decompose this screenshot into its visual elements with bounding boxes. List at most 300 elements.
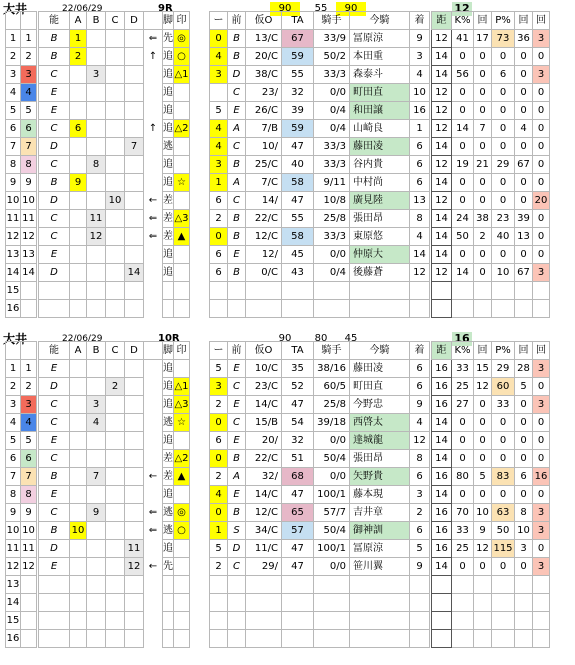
spacer xyxy=(190,540,210,558)
table-row[interactable] xyxy=(6,264,550,282)
kai-3-cell: 0 xyxy=(533,228,550,246)
k-pct-cell: 25 xyxy=(452,540,474,558)
kai-cell: 2 xyxy=(474,228,492,246)
table-row[interactable] xyxy=(6,540,550,558)
column-header-kai-2: 回 xyxy=(515,342,533,360)
k-pct-cell xyxy=(452,630,474,648)
kyori-cell: 14 xyxy=(432,48,452,66)
k-pct-cell: 80 xyxy=(452,468,474,486)
rank-nou-cell xyxy=(39,612,70,630)
kyori-cell: 14 xyxy=(432,414,452,432)
table-row[interactable] xyxy=(6,102,550,120)
rank-nou-cell: C xyxy=(39,228,70,246)
chaku-cell: 2 xyxy=(410,504,430,522)
rank-nou-cell: D xyxy=(39,264,70,282)
col-dash-cell: 2 xyxy=(210,468,228,486)
column-header-row-number xyxy=(6,12,21,30)
row-number-cell: 2 xyxy=(6,378,21,396)
chaku-cell xyxy=(410,594,430,612)
kai-cell xyxy=(474,300,492,318)
chaku-cell: 6 xyxy=(410,378,430,396)
mark-cell: △3 xyxy=(174,210,190,228)
kari-o-cell: 38/C xyxy=(246,66,282,84)
spacer xyxy=(190,210,210,228)
kyaku-cell: 追 xyxy=(163,486,174,504)
table-row[interactable] xyxy=(6,414,550,432)
kishu-cell: 57/7 xyxy=(314,504,350,522)
table-row[interactable] xyxy=(6,504,550,522)
spacer xyxy=(190,360,210,378)
mae-cell xyxy=(228,282,246,300)
jockey-cell: 御神訓 xyxy=(350,522,410,540)
jockey-cell: 達城龍 xyxy=(350,432,410,450)
kari-o-cell: 26/C xyxy=(246,102,282,120)
ta-cell: 55 xyxy=(282,66,314,84)
table-row[interactable] xyxy=(6,138,550,156)
p-pct-cell xyxy=(492,576,515,594)
rank-nou-cell: D xyxy=(39,378,70,396)
chaku-cell: 8 xyxy=(410,450,430,468)
table-row[interactable] xyxy=(6,120,550,138)
k-pct-cell xyxy=(452,612,474,630)
table-row[interactable] xyxy=(6,612,550,630)
kari-o-cell: 14/ xyxy=(246,192,282,210)
gate-number-cell: 8 xyxy=(21,486,37,504)
table-row[interactable] xyxy=(6,282,550,300)
jockey-cell: 和田譲 xyxy=(350,102,410,120)
table-row[interactable] xyxy=(6,576,550,594)
arrow-cell xyxy=(144,396,163,414)
k-pct-cell xyxy=(452,576,474,594)
kyori-cell: 14 xyxy=(432,558,452,576)
kai-cell: 0 xyxy=(474,450,492,468)
jockey-cell: 町田直 xyxy=(350,84,410,102)
ta-cell: 47 xyxy=(282,540,314,558)
column-header-mae: 前 xyxy=(228,342,246,360)
kari-o-cell: 20/ xyxy=(246,432,282,450)
rank-nou-cell xyxy=(39,576,70,594)
kyori-cell: 12 xyxy=(432,102,452,120)
table-row[interactable] xyxy=(6,30,550,48)
kai-2-cell: 0 xyxy=(515,174,533,192)
table-row[interactable] xyxy=(6,450,550,468)
column-header-chaku: 着 xyxy=(410,342,430,360)
mae-cell: C xyxy=(228,414,246,432)
col-d-cell xyxy=(125,228,144,246)
table-row[interactable] xyxy=(6,630,550,648)
kai-cell xyxy=(474,594,492,612)
col-b-cell xyxy=(87,300,106,318)
spacer xyxy=(190,342,210,360)
rank-nou-cell xyxy=(39,300,70,318)
p-pct-cell: 23 xyxy=(492,210,515,228)
mark-cell xyxy=(174,264,190,282)
spacer xyxy=(190,156,210,174)
arrow-cell: ⇐ xyxy=(148,507,158,518)
kyaku-cell: 逃 xyxy=(163,414,174,432)
rank-nou-cell: E xyxy=(39,246,70,264)
table-row[interactable] xyxy=(6,228,550,246)
p-pct-cell: 83 xyxy=(492,468,515,486)
col-b-cell xyxy=(87,138,106,156)
table-row[interactable] xyxy=(6,48,550,66)
gate-number-cell: 5 xyxy=(21,432,37,450)
kyori-cell xyxy=(432,594,452,612)
column-header-chaku: 着 xyxy=(410,12,430,30)
mae-cell: B xyxy=(228,504,246,522)
table-row[interactable] xyxy=(6,66,550,84)
col-dash-cell: 6 xyxy=(210,432,228,450)
chaku-cell xyxy=(410,282,430,300)
column-header-gate-number xyxy=(21,342,37,360)
chaku-cell: 5 xyxy=(410,540,430,558)
kishu-cell: 33/3 xyxy=(314,66,350,84)
mae-cell: A xyxy=(228,174,246,192)
kai-3-cell: 0 xyxy=(533,120,550,138)
col-a-cell xyxy=(70,558,87,576)
rank-nou-cell: E xyxy=(39,360,70,378)
top-figure-3: 45 xyxy=(344,333,358,344)
entries-table xyxy=(5,341,550,648)
spacer xyxy=(190,30,210,48)
kari-o-cell: 32/ xyxy=(246,468,282,486)
kai-3-cell: 0 xyxy=(533,246,550,264)
arrow-cell xyxy=(144,594,163,612)
jockey-cell: 藤田凌 xyxy=(350,138,410,156)
kyaku-cell xyxy=(163,630,174,648)
kishu-cell xyxy=(314,300,350,318)
ta-cell: 47 xyxy=(282,558,314,576)
top-figure-1: 90 xyxy=(270,2,300,16)
kai-3-cell: 0 xyxy=(533,414,550,432)
mae-cell xyxy=(228,300,246,318)
kai-2-cell: 0 xyxy=(515,102,533,120)
col-c-cell xyxy=(106,156,125,174)
p-pct-cell: 33 xyxy=(492,396,515,414)
kyaku-cell: 追 xyxy=(163,378,174,396)
col-dash-cell: 4 xyxy=(210,120,228,138)
col-c-cell xyxy=(106,396,125,414)
col-d-cell xyxy=(125,432,144,450)
jockey-cell xyxy=(350,282,410,300)
column-header-col-d: D xyxy=(125,342,144,360)
table-row[interactable] xyxy=(6,360,550,378)
arrow-cell xyxy=(144,540,163,558)
rank-nou-cell: B xyxy=(39,30,70,48)
table-row[interactable] xyxy=(6,156,550,174)
chaku-cell: 6 xyxy=(410,174,430,192)
row-number-cell: 5 xyxy=(6,102,21,120)
col-a-cell xyxy=(70,450,87,468)
gate-number-cell: 10 xyxy=(21,192,37,210)
spacer xyxy=(190,558,210,576)
arrow-cell xyxy=(144,378,163,396)
p-pct-cell: 0 xyxy=(492,138,515,156)
table-row[interactable] xyxy=(6,174,550,192)
kyori-cell: 14 xyxy=(432,66,452,84)
col-a-cell xyxy=(70,612,87,630)
kai-cell: 12 xyxy=(474,540,492,558)
ta-cell: 59 xyxy=(282,120,314,138)
kai-cell: 0 xyxy=(474,84,492,102)
col-b-cell xyxy=(87,282,106,300)
arrow-cell: ↑ xyxy=(148,123,158,134)
spacer xyxy=(190,84,210,102)
column-header-kishu: 騎手 xyxy=(314,342,350,360)
k-pct-cell: 0 xyxy=(452,48,474,66)
col-a-cell xyxy=(70,540,87,558)
col-d-cell xyxy=(125,210,144,228)
kari-o-cell: 12/C xyxy=(246,228,282,246)
col-dash-cell: 4 xyxy=(210,486,228,504)
rank-nou-cell: B xyxy=(39,48,70,66)
kyaku-cell: 追 xyxy=(163,102,174,120)
k-pct-cell: 41 xyxy=(452,30,474,48)
column-header-p-pct: P% xyxy=(492,342,515,360)
kai-3-cell xyxy=(533,576,550,594)
col-c-cell xyxy=(106,630,125,648)
mae-cell: E xyxy=(228,102,246,120)
kari-o-cell: 15/B xyxy=(246,414,282,432)
kai-2-cell: 28 xyxy=(515,360,533,378)
col-a-cell xyxy=(70,84,87,102)
kai-2-cell: 0 xyxy=(515,138,533,156)
rank-nou-cell xyxy=(39,594,70,612)
chaku-cell: 9 xyxy=(410,558,430,576)
arrow-cell xyxy=(144,156,163,174)
kai-2-cell: 0 xyxy=(515,396,533,414)
kyaku-cell xyxy=(163,612,174,630)
arrow-cell xyxy=(144,138,163,156)
gate-number-cell xyxy=(21,576,37,594)
table-row[interactable] xyxy=(6,558,550,576)
col-dash-cell xyxy=(210,300,228,318)
col-d-cell xyxy=(125,396,144,414)
table-row[interactable] xyxy=(6,210,550,228)
row-number-cell: 1 xyxy=(6,360,21,378)
ta-cell xyxy=(282,300,314,318)
k-pct-cell: 14 xyxy=(452,120,474,138)
kishu-cell: 33/3 xyxy=(314,138,350,156)
col-c-cell xyxy=(106,228,125,246)
ta-cell: 35 xyxy=(282,360,314,378)
kishu-cell: 33/9 xyxy=(314,30,350,48)
kai-cell: 0 xyxy=(474,66,492,84)
kishu-cell: 25/8 xyxy=(314,210,350,228)
kyori-cell: 12 xyxy=(432,264,452,282)
kyori-cell xyxy=(432,630,452,648)
kai-cell: 15 xyxy=(474,360,492,378)
gate-number-cell: 12 xyxy=(21,558,37,576)
gate-number-cell: 4 xyxy=(21,414,37,432)
p-pct-cell: 29 xyxy=(492,156,515,174)
col-c-cell xyxy=(106,174,125,192)
column-header-row-number xyxy=(6,342,21,360)
kai-cell: 12 xyxy=(474,378,492,396)
col-b-cell xyxy=(87,102,106,120)
kai-cell xyxy=(474,612,492,630)
col-d-cell xyxy=(125,66,144,84)
chaku-cell: 16 xyxy=(410,102,430,120)
ta-cell: 39 xyxy=(282,102,314,120)
chaku-cell: 8 xyxy=(410,210,430,228)
col-a-cell: 10 xyxy=(70,522,87,540)
kyaku-cell: 追 xyxy=(163,246,174,264)
column-header-col-a: A xyxy=(70,342,87,360)
col-a-cell xyxy=(70,630,87,648)
mae-cell: D xyxy=(228,540,246,558)
race-date: 22/06/29 xyxy=(62,4,103,14)
col-d-cell: 12 xyxy=(125,558,144,576)
arrow-cell xyxy=(144,360,163,378)
spacer xyxy=(190,120,210,138)
kyaku-cell: 追 xyxy=(163,120,174,138)
mae-cell: B xyxy=(228,228,246,246)
kai-3-cell: 3 xyxy=(533,558,550,576)
row-number-cell: 1 xyxy=(6,30,21,48)
table-row[interactable] xyxy=(6,468,550,486)
col-a-cell xyxy=(70,138,87,156)
kai-2-cell: 0 xyxy=(515,84,533,102)
kyaku-cell: 追 xyxy=(163,84,174,102)
col-d-cell xyxy=(125,450,144,468)
kari-o-cell: 22/C xyxy=(246,210,282,228)
kishu-cell: 60/5 xyxy=(314,378,350,396)
table-row[interactable] xyxy=(6,300,550,318)
arrow-cell xyxy=(144,630,163,648)
col-c-cell xyxy=(106,414,125,432)
kyaku-cell: 追 xyxy=(163,48,174,66)
table-row[interactable] xyxy=(6,192,550,210)
mae-cell xyxy=(228,630,246,648)
kishu-cell: 33/3 xyxy=(314,228,350,246)
ta-cell: 55 xyxy=(282,210,314,228)
kyaku-cell: 差 xyxy=(163,228,174,246)
table-row[interactable] xyxy=(6,378,550,396)
jockey-cell: 谷内貴 xyxy=(350,156,410,174)
table-row[interactable] xyxy=(6,246,550,264)
col-a-cell xyxy=(70,504,87,522)
column-header-ta: TA xyxy=(282,12,314,30)
chaku-cell: 12 xyxy=(410,264,430,282)
k-pct-cell: 33 xyxy=(452,360,474,378)
spacer xyxy=(190,630,210,648)
arrow-cell xyxy=(144,66,163,84)
column-header-col-b: B xyxy=(87,342,106,360)
col-b-cell: 11 xyxy=(87,210,106,228)
gate-number-cell: 11 xyxy=(21,540,37,558)
gate-number-cell xyxy=(21,594,37,612)
kari-o-cell: 34/C xyxy=(246,522,282,540)
column-header-kishu: 騎手 xyxy=(314,12,350,30)
arrow-cell xyxy=(144,414,163,432)
mark-cell xyxy=(174,102,190,120)
kishu-cell: 50/2 xyxy=(314,48,350,66)
p-pct-cell: 0 xyxy=(492,486,515,504)
mark-cell xyxy=(174,540,190,558)
kyaku-cell: 追 xyxy=(163,66,174,84)
col-d-cell xyxy=(125,630,144,648)
col-b-cell xyxy=(87,246,106,264)
kai-2-cell xyxy=(515,576,533,594)
col-dash-cell: 4 xyxy=(210,138,228,156)
rank-nou-cell xyxy=(39,282,70,300)
kyori-cell: 12 xyxy=(432,120,452,138)
spacer xyxy=(190,66,210,84)
col-b-cell xyxy=(87,612,106,630)
table-row[interactable] xyxy=(6,522,550,540)
kyaku-cell: 追 xyxy=(163,432,174,450)
col-c-cell xyxy=(106,300,125,318)
kishu-cell: 100/1 xyxy=(314,486,350,504)
chaku-cell: 10 xyxy=(410,84,430,102)
arrow-cell xyxy=(144,246,163,264)
top-figure-2: 55 xyxy=(314,3,328,14)
table-row[interactable] xyxy=(6,396,550,414)
column-header-mae: 前 xyxy=(228,12,246,30)
entries-table xyxy=(5,11,550,318)
k-pct-cell xyxy=(452,300,474,318)
kai-3-cell: 20 xyxy=(533,192,550,210)
mark-cell xyxy=(174,300,190,318)
col-c-cell xyxy=(106,138,125,156)
col-c-cell xyxy=(106,468,125,486)
col-dash-cell: 6 xyxy=(210,246,228,264)
kari-o-cell xyxy=(246,594,282,612)
arrow-cell: ← xyxy=(148,561,158,572)
kai-cell: 0 xyxy=(474,486,492,504)
row-number-cell: 12 xyxy=(6,228,21,246)
table-row[interactable] xyxy=(6,432,550,450)
k-pct-cell: 0 xyxy=(452,102,474,120)
table-row[interactable] xyxy=(6,486,550,504)
kyaku-cell: 差 xyxy=(163,468,174,486)
table-row[interactable] xyxy=(6,594,550,612)
mae-cell: C xyxy=(228,378,246,396)
column-header-arrow xyxy=(144,12,163,30)
kari-o-cell: 14/C xyxy=(246,486,282,504)
kishu-cell: 10/8 xyxy=(314,192,350,210)
distance-indicator: 16 xyxy=(452,332,472,346)
mark-cell xyxy=(174,612,190,630)
row-number-cell: 9 xyxy=(6,504,21,522)
kai-3-cell: 0 xyxy=(533,138,550,156)
kari-o-cell: 23/ xyxy=(246,84,282,102)
kishu-cell xyxy=(314,630,350,648)
mark-cell xyxy=(174,576,190,594)
kai-2-cell: 0 xyxy=(515,432,533,450)
arrow-cell xyxy=(144,432,163,450)
kari-o-cell: 7/C xyxy=(246,174,282,192)
kai-2-cell: 67 xyxy=(515,156,533,174)
kyaku-cell: 追 xyxy=(163,156,174,174)
gate-number-cell: 12 xyxy=(21,228,37,246)
kai-cell: 0 xyxy=(474,192,492,210)
mark-cell xyxy=(174,486,190,504)
rank-nou-cell: C xyxy=(39,414,70,432)
col-b-cell xyxy=(87,540,106,558)
col-dash-cell: 0 xyxy=(210,450,228,468)
mark-cell: △1 xyxy=(174,66,190,84)
arrow-cell xyxy=(144,300,163,318)
rank-nou-cell: D xyxy=(39,138,70,156)
k-pct-cell: 0 xyxy=(452,84,474,102)
jockey-cell xyxy=(350,300,410,318)
col-b-cell: 3 xyxy=(87,66,106,84)
kyaku-cell: 逃 xyxy=(163,138,174,156)
mae-cell xyxy=(228,594,246,612)
table-row[interactable] xyxy=(6,84,550,102)
